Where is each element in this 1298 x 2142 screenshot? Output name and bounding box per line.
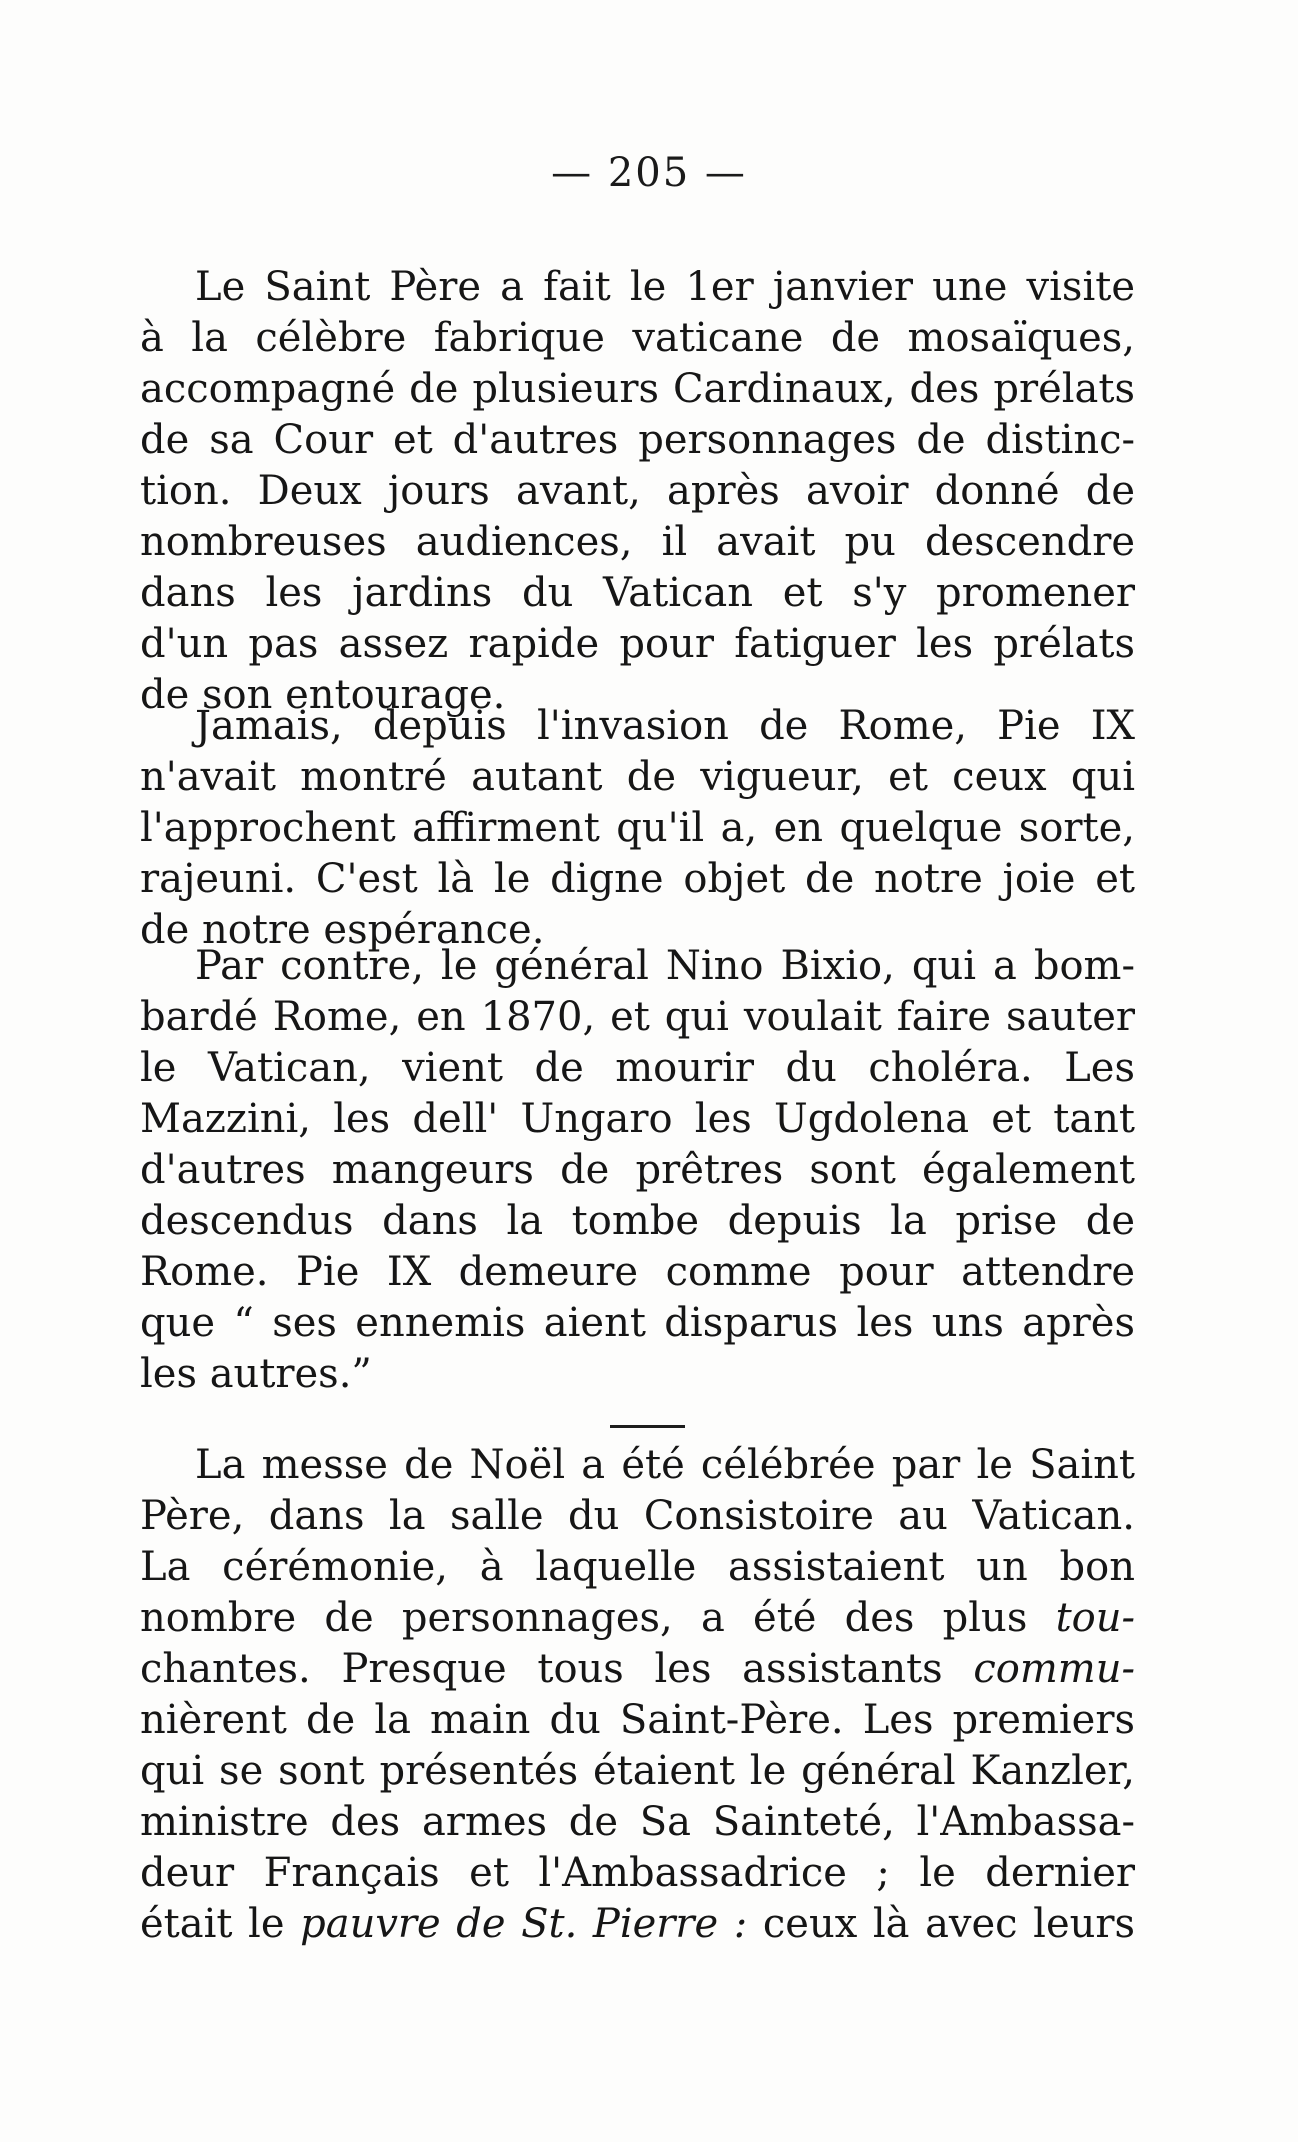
text-segment: était le <box>140 1901 285 1947</box>
text-line: nièrent de la main du Saint-Père. Les premiers <box>140 1697 1135 1743</box>
text-line: l'approchent affirment qu'il a, en quelque sorte, <box>140 805 1135 851</box>
text-line: de sa Cour et d'autres personnages de distinc- <box>140 417 1135 463</box>
paragraph-1 <box>140 262 1135 721</box>
text-line: d'autres mangeurs de prêtres sont également <box>140 1147 1135 1193</box>
text-line: Rome. Pie IX demeure comme pour attendre <box>140 1249 1135 1295</box>
paragraph-4 <box>140 1440 1135 1950</box>
text-line: le Vatican, vient de mourir du choléra. Les <box>140 1045 1135 1091</box>
text-line: accompagné de plusieurs Cardinaux, des prélats <box>140 366 1135 412</box>
text-line: Par contre, le général Nino Bixio, qui a bom- <box>195 943 1135 989</box>
text-line: ministre des armes de Sa Sainteté, l'Ambassa- <box>140 1799 1135 1845</box>
text-line: que “ ses ennemis aient disparus les uns après <box>140 1300 1135 1346</box>
text-line <box>140 1593 1135 1644</box>
italic-segment: tou- <box>1055 1595 1135 1641</box>
text-line: Jamais, depuis l'invasion de Rome, Pie IX <box>195 703 1135 749</box>
text-line: rajeuni. C'est là le digne objet de notre joie et <box>140 856 1135 902</box>
text-line: bardé Rome, en 1870, et qui voulait faire sauter <box>140 994 1135 1040</box>
section-divider <box>610 1425 685 1428</box>
text-segment: ceux là avec leurs <box>762 1901 1136 1947</box>
text-line: nombreuses audiences, il avait pu descendre <box>140 519 1135 565</box>
italic-segment: commu- <box>973 1646 1136 1692</box>
text-line: n'avait montré autant de vigueur, et ceux qui <box>140 754 1135 800</box>
text-segment: chantes. Presque tous les assistants <box>140 1646 943 1692</box>
text-line: de son entourage. <box>140 672 506 718</box>
text-line: qui se sont présentés étaient le général Kanzler, <box>140 1748 1135 1794</box>
text-line: Père, dans la salle du Consistoire au Vatican. <box>140 1493 1135 1539</box>
paragraph-2 <box>140 701 1135 956</box>
text-line: les autres.” <box>140 1351 372 1397</box>
text-line: d'un pas assez rapide pour fatiguer les prélats <box>140 621 1135 667</box>
italic-segment: pauvre de St. Pierre : <box>300 1901 748 1947</box>
text-line: La messe de Noël a été célébrée par le Saint <box>195 1442 1135 1488</box>
text-line: à la célèbre fabrique vaticane de mosaïques, <box>140 315 1135 361</box>
text-line: tion. Deux jours avant, après avoir donné de <box>140 468 1135 514</box>
text-line: Mazzini, les dell' Ungaro les Ugdolena et tant <box>140 1096 1135 1142</box>
text-segment: nombre de personnages, a été des plus <box>140 1595 1028 1641</box>
text-line: dans les jardins du Vatican et s'y promener <box>140 570 1135 616</box>
text-line <box>140 1899 1135 1950</box>
text-line: Le Saint Père a fait le 1er janvier une visite <box>195 264 1135 310</box>
paragraph-3 <box>140 941 1135 1400</box>
text-line: de notre espérance. <box>140 907 545 953</box>
text-line: La cérémonie, à laquelle assistaient un bon <box>140 1544 1135 1590</box>
text-line: descendus dans la tombe depuis la prise de <box>140 1198 1135 1244</box>
page-number: — 205 — <box>551 150 747 196</box>
text-line: deur Français et l'Ambassadrice ; le dernier <box>140 1850 1135 1896</box>
text-line <box>140 1644 1135 1695</box>
